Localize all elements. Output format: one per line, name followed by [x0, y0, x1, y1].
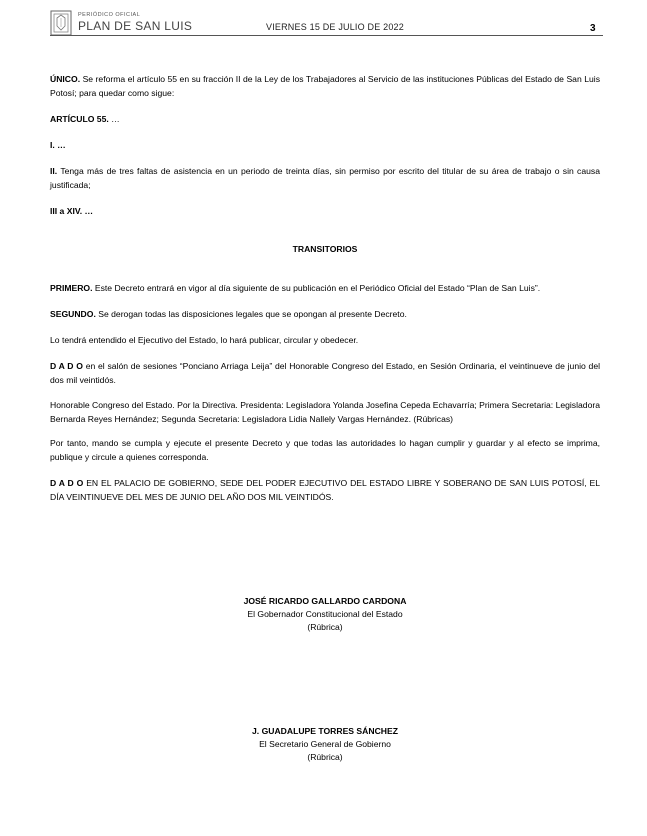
fraccion-i-label: I. … [50, 140, 66, 150]
publication-date: VIERNES 15 DE JULIO DE 2022 [266, 22, 404, 32]
page-number: 3 [590, 23, 596, 34]
dado-label: D A D O [50, 478, 84, 488]
signatory-name: JOSÉ RICARDO GALLARDO CARDONA [243, 596, 407, 606]
publication-label: PERIÓDICO OFICIAL [78, 12, 141, 18]
page-header [0, 0, 647, 44]
por-tanto-text: Por tanto, mando se cumpla y ejecute el presente Decreto y que todas las autoridades lo hagan cumplir y guardar y al efecto se imprima, publique y circule a quienes corresponda. [50, 438, 600, 462]
publication-name: PLAN DE SAN LUIS [78, 19, 193, 33]
paragraph-por-tanto [50, 436, 600, 464]
transitorios-heading: TRANSITORIOS [292, 244, 358, 254]
fraccion-iii-label: III a XIV. … [50, 206, 94, 216]
signatory-title: El Gobernador Constitucional del Estado [247, 609, 403, 619]
paragraph-unico [50, 72, 600, 100]
signatory-name: J. GUADALUPE TORRES SÁNCHEZ [252, 726, 398, 736]
paragraph-primero [50, 281, 600, 295]
unico-label: ÚNICO. [50, 74, 81, 84]
primero-text: Este Decreto entrará en vigor al día siguiente de su publicación en el Periódico Oficial del Estado “Plan de San Luis”. [92, 283, 541, 293]
paragraph-articulo [50, 112, 600, 126]
segundo-text: Se derogan todas las disposiciones legales que se opongan al presente Decreto. [95, 309, 407, 319]
paragraph-fraccion-iii [50, 204, 600, 218]
dado-sesiones-text: en el salón de sesiones “Ponciano Arriaga Leija” del Honorable Congreso del Estado, en Sesión Ordinaria, el veintinueve de junio del dos mil veintidós. [50, 361, 601, 385]
section-heading-transitorios [50, 242, 600, 256]
paragraph-honorable-congreso [50, 398, 600, 426]
paragraph-segundo [50, 307, 600, 321]
fraccion-ii-label: II. [50, 166, 58, 176]
unico-text: Se reforma el artículo 55 en su fracción II de la Ley de los Trabajadores al Servicio de las instituciones Públicas del Estado de San Luis Potosí; para quedar como sigue: [50, 74, 600, 98]
paragraph-dado-palacio [50, 476, 600, 504]
fraccion-ii-text: Tenga más de tres faltas de asistencia en un periodo de treinta días, sin permiso por escrito del titular de su área de trabajo o sin causa justificada; [50, 166, 600, 190]
signature-block-governor [50, 595, 600, 634]
dado-palacio-text: EN EL PALACIO DE GOBIERNO, SEDE DEL PODER EJECUTIVO DEL ESTADO LIBRE Y SOBERANO DE SAN LUIS POTOSÍ, EL DÍA VEINTINUEVE DEL MES DE JUNIO DEL AÑO DOS MIL VEINTIDÓS. [50, 478, 600, 502]
paragraph-dado-sesiones [50, 359, 600, 387]
honorable-text: Honorable Congreso del Estado. Por la Directiva. Presidenta: Legisladora Yolanda Josefina Cepeda Echavarría; Primera Secretaria: Legisladora Bernarda Reyes Hernández; Segunda Secretaria: Legisladora Lidia Nallely Vargas Hernández. (Rúbricas) [50, 400, 600, 424]
header-divider [50, 35, 603, 36]
dado-label: D A D O [50, 361, 83, 371]
paragraph-fraccion-i [50, 138, 600, 152]
signature-block-secretary [50, 725, 600, 764]
signatory-title: El Secretario General de Gobierno [259, 739, 391, 749]
segundo-label: SEGUNDO. [50, 309, 96, 319]
entendido-text: Lo tendrá entendido el Ejecutivo del Estado, lo hará publicar, circular y obedecer. [50, 335, 359, 345]
primero-label: PRIMERO. [50, 283, 93, 293]
signatory-rubrica: (Rúbrica) [307, 752, 343, 762]
articulo-label: ARTÍCULO 55. [50, 114, 109, 124]
paragraph-entendido [50, 333, 600, 347]
coat-of-arms-icon [50, 10, 72, 36]
paragraph-fraccion-ii [50, 164, 600, 192]
articulo-text: … [108, 114, 120, 124]
signatory-rubrica: (Rúbrica) [307, 622, 343, 632]
